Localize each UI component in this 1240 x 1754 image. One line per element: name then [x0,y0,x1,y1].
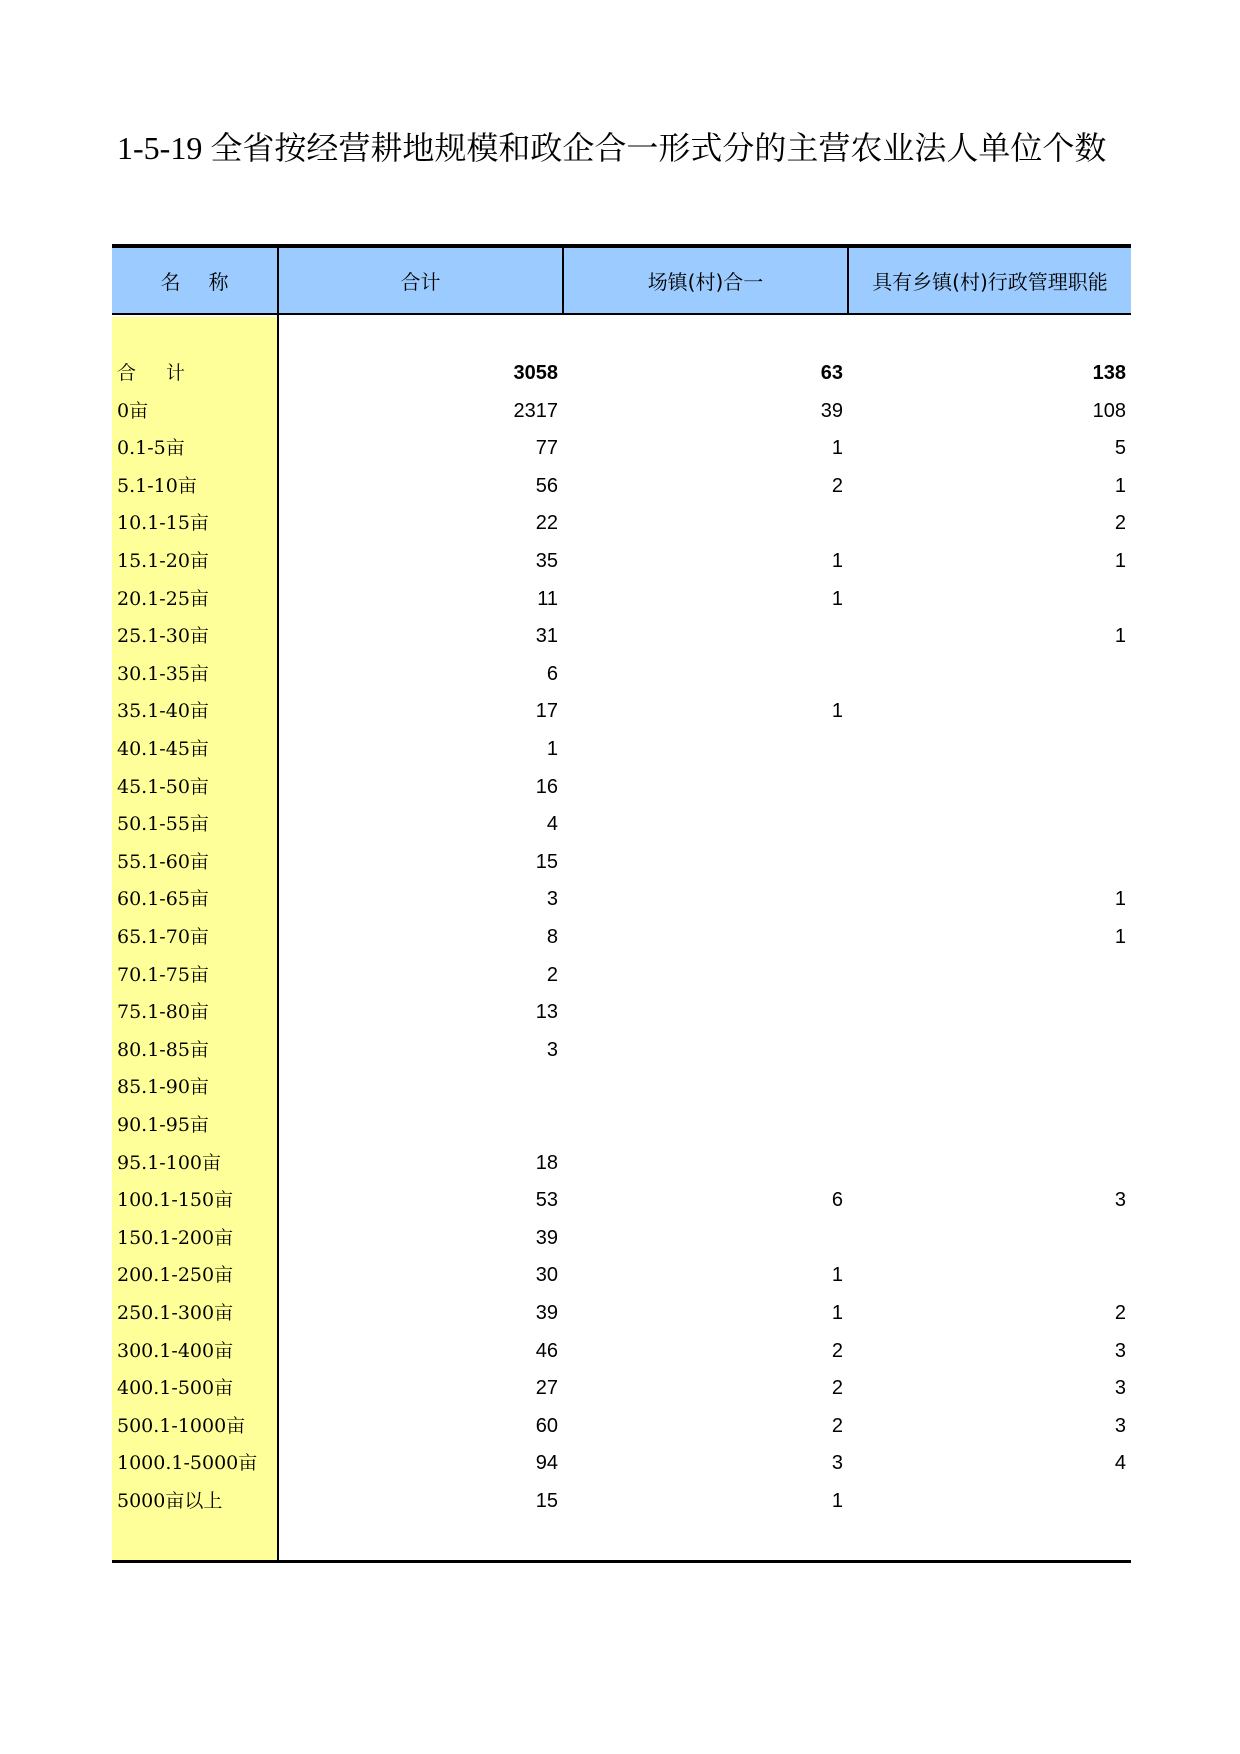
row-admin [849,843,1126,881]
row-total: 94 [535,1452,558,1475]
row-merged: 39 [820,399,843,422]
row-merged [564,1031,843,1069]
table-row [112,918,1131,956]
row-merged: 2 [831,1414,843,1437]
row-admin [849,1144,1126,1182]
row-admin: 3 [1114,1377,1126,1400]
row-merged: 1 [831,549,843,572]
table-row [112,1256,1131,1294]
row-merged: 1 [831,1489,843,1512]
row-total: 15 [535,1489,558,1512]
row-merged: 1 [831,1301,843,1324]
row-total: 53 [535,1189,558,1212]
row-name: 150.1-200亩 [117,1226,234,1249]
table-row [112,805,1131,843]
title-container [117,120,1131,176]
row-total: 77 [535,437,558,460]
row-admin [849,993,1126,1031]
row-merged: 6 [831,1189,843,1212]
row-admin: 4 [1114,1452,1126,1475]
row-name: 55.1-60亩 [117,850,209,873]
row-total: 22 [535,512,558,535]
row-total [279,1068,558,1106]
row-total: 2317 [513,399,558,422]
row-admin: 2 [1114,1301,1126,1324]
row-name: 0亩 [117,399,149,422]
table-row [112,692,1131,730]
row-merged: 1 [831,700,843,723]
row-total: 11 [537,587,558,610]
row-total: 16 [535,775,558,798]
row-merged [564,1219,843,1257]
row-name: 250.1-300亩 [117,1301,234,1324]
row-name: 20.1-25亩 [117,587,209,610]
header-total: 合计 [400,270,441,294]
row-admin [849,1482,1126,1520]
row-name: 35.1-40亩 [117,700,209,723]
row-merged: 63 [820,362,843,384]
row-name: 100.1-150亩 [117,1189,234,1212]
row-name: 合计 [117,362,216,384]
row-total: 30 [535,1264,558,1287]
table-row [112,730,1131,768]
row-name: 40.1-45亩 [117,737,209,760]
row-total: 4 [546,813,558,836]
row-merged: 2 [831,1377,843,1400]
table-bottom-rule [112,1560,1131,1563]
row-admin: 138 [1092,362,1126,384]
row-merged [564,1144,843,1182]
row-admin: 3 [1114,1339,1126,1362]
table-row [112,392,1131,430]
row-name: 25.1-30亩 [117,625,209,648]
table-row [112,467,1131,505]
row-total: 3 [546,888,558,911]
row-name: 85.1-90亩 [117,1076,209,1099]
table-row [112,1106,1131,1144]
page-title: 1-5-19 全省按经营耕地规模和政企合一形式分的主营农业法人单位个数 [117,130,1107,166]
row-name: 200.1-250亩 [117,1264,234,1287]
header-name: 名称 [160,270,257,294]
row-admin [849,1256,1126,1294]
row-total: 15 [535,850,558,873]
table-row [112,1181,1131,1219]
row-merged [564,880,843,918]
row-admin: 2 [1114,512,1126,535]
row-admin [849,768,1126,806]
row-admin: 5 [1114,437,1126,460]
table-row [112,843,1131,881]
row-name: 90.1-95亩 [117,1113,209,1136]
row-name: 30.1-35亩 [117,662,209,685]
row-total: 3058 [513,362,558,384]
table-row [112,655,1131,693]
row-total: 35 [535,549,558,572]
row-merged [564,504,843,542]
row-total: 18 [535,1151,558,1174]
row-total: 60 [535,1414,558,1437]
row-admin [849,580,1126,618]
row-total: 46 [535,1339,558,1362]
row-total: 17 [535,700,558,723]
row-name: 95.1-100亩 [117,1151,221,1174]
table-row [112,542,1131,580]
row-merged [564,918,843,956]
row-admin: 1 [1114,549,1126,572]
row-total: 56 [535,474,558,497]
table-row [112,880,1131,918]
row-name: 400.1-500亩 [117,1377,234,1400]
header-divider [847,248,849,313]
row-name: 80.1-85亩 [117,1038,209,1061]
row-admin [849,1031,1126,1069]
row-total: 3 [546,1038,558,1061]
row-merged [564,655,843,693]
row-name: 75.1-80亩 [117,1001,209,1024]
row-name: 1000.1-5000亩 [117,1452,258,1475]
row-admin [849,655,1126,693]
table-row [112,1144,1131,1182]
row-admin [849,692,1126,730]
row-admin: 108 [1092,399,1126,422]
table-row [112,956,1131,994]
row-admin: 1 [1114,888,1126,911]
row-admin [849,1068,1126,1106]
table-row [112,768,1131,806]
header-admin: 具有乡镇(村)行政管理职能 [872,270,1108,294]
row-total: 13 [535,1001,558,1024]
total-row [112,354,1131,392]
row-admin [849,730,1126,768]
row-total: 39 [535,1226,558,1249]
row-admin [849,805,1126,843]
row-merged [564,768,843,806]
table-row [112,429,1131,467]
table-row [112,1031,1131,1069]
row-merged: 1 [831,1264,843,1287]
row-merged [564,730,843,768]
row-name: 60.1-65亩 [117,888,209,911]
table-header [112,248,1131,315]
table-row [112,1407,1131,1445]
data-table [112,244,1131,1563]
row-name: 5.1-10亩 [117,474,197,497]
row-name: 45.1-50亩 [117,775,209,798]
row-admin [849,1106,1126,1144]
table-row [112,1444,1131,1482]
row-name: 5000亩以上 [117,1489,223,1512]
row-total: 8 [546,925,558,948]
row-admin: 1 [1114,625,1126,648]
row-merged: 3 [831,1452,843,1475]
row-name: 70.1-75亩 [117,963,209,986]
row-merged [564,805,843,843]
row-merged [564,1106,843,1144]
row-merged: 1 [831,587,843,610]
row-admin: 3 [1114,1189,1126,1212]
table-row [112,1294,1131,1332]
row-name: 0.1-5亩 [117,437,185,460]
table-row [112,580,1131,618]
table-row [112,1369,1131,1407]
row-merged [564,617,843,655]
row-total: 1 [546,737,558,760]
row-name: 50.1-55亩 [117,813,209,836]
row-total: 27 [535,1377,558,1400]
row-merged [564,1068,843,1106]
row-admin: 3 [1114,1414,1126,1437]
header-merged: 场镇(村)合一 [647,270,764,294]
table-row [112,1219,1131,1257]
row-total [279,1106,558,1144]
row-total: 6 [546,662,558,685]
row-merged: 2 [831,474,843,497]
row-name: 15.1-20亩 [117,549,209,572]
row-admin [849,1219,1126,1257]
row-admin: 1 [1114,925,1126,948]
row-name: 10.1-15亩 [117,512,209,535]
row-merged [564,956,843,994]
header-divider [562,248,564,313]
row-admin: 1 [1114,474,1126,497]
row-name: 65.1-70亩 [117,925,209,948]
table-row [112,504,1131,542]
table-row [112,1482,1131,1520]
row-name: 500.1-1000亩 [117,1414,246,1437]
row-total: 2 [546,963,558,986]
table-row [112,1068,1131,1106]
table-row [112,1332,1131,1370]
row-total: 39 [535,1301,558,1324]
row-merged [564,843,843,881]
row-merged: 1 [831,437,843,460]
table-row [112,617,1131,655]
row-total: 31 [535,625,558,648]
row-name: 300.1-400亩 [117,1339,234,1362]
row-merged [564,993,843,1031]
row-admin [849,956,1126,994]
table-row [112,993,1131,1031]
row-merged: 2 [831,1339,843,1362]
